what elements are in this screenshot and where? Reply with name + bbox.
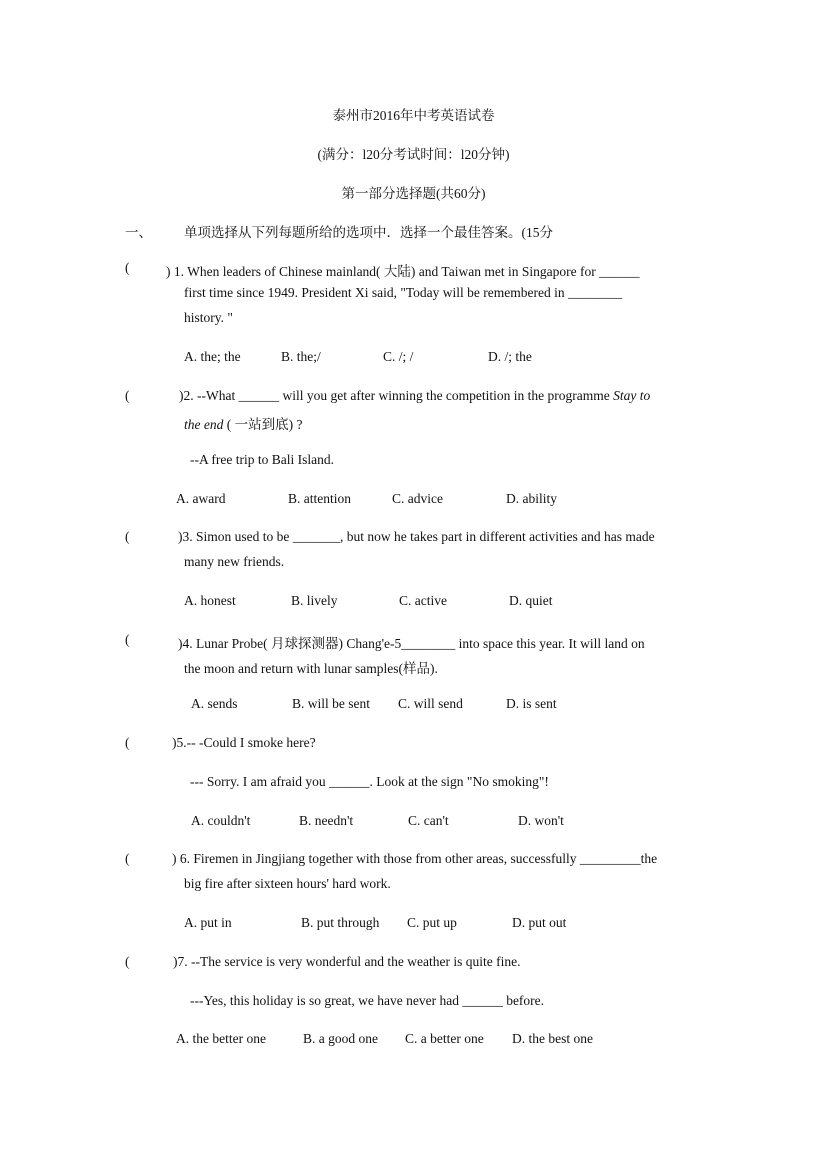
option-a[interactable]: A. honest [184,593,236,608]
page-title: 泰州市2016年中考英语试卷 [332,108,495,123]
part-heading: 第一部分选择题(共60分) [341,186,486,201]
option-a[interactable]: A. couldn't [191,813,251,828]
option-c[interactable]: C. put up [407,915,457,930]
question-stem-line: )5.-- -Could I smoke here? [172,735,316,750]
question-stem-line [184,413,302,433]
option-d[interactable]: D. won't [518,813,564,828]
option-a[interactable]: A. put in [184,915,232,930]
exam-info: (满分：l20分考试时间：l20分钟) [317,147,510,162]
option-d[interactable]: D. /; the [488,349,532,364]
option-c[interactable]: C. can't [408,813,449,828]
stem-text: ( 一站到底) ? [223,417,303,432]
dialogue-reply: --A free trip to Bali Island. [190,452,334,467]
stem-text: )2. --What ______ will you get after winning the competition in the programme [179,388,614,403]
programme-name: Stay to [613,388,651,403]
dialogue-reply: --- Sorry. I am afraid you ______. Look at the sign "No smoking"! [190,774,549,789]
option-a[interactable]: A. sends [191,696,238,711]
option-c[interactable]: C. advice [392,491,443,506]
answer-bracket[interactable]: ( [125,529,130,544]
option-d[interactable]: D. quiet [509,593,553,608]
question-stem-line: history. " [184,310,233,325]
question-stem-line: many new friends. [184,554,285,569]
question-stem-line [179,388,650,404]
option-b[interactable]: B. will be sent [292,696,370,711]
dialogue-reply: ---Yes, this holiday is so great, we have never had ______ before. [190,993,545,1008]
answer-bracket[interactable]: ( [125,851,130,866]
section-instruction: 单项选择从下列每题所给的选项中．选择一个最佳答案。(15分 [184,225,553,240]
answer-bracket[interactable]: ( [125,260,130,275]
option-b[interactable]: B. put through [301,915,380,930]
programme-name: the end [184,417,224,432]
answer-bracket[interactable]: ( [125,388,130,403]
option-b[interactable]: B. attention [288,491,351,506]
question-stem-line: )3. Simon used to be _______, but now he takes part in different activities and has made [178,529,655,544]
option-d[interactable]: D. the best one [512,1031,593,1046]
question-stem-line: ) 1. When leaders of Chinese mainland( 大陆) and Taiwan met in Singapore for ______ [166,264,640,279]
question-stem-line: first time since 1949. President Xi said, "Today will be remembered in ________ [184,285,622,300]
option-a[interactable]: A. the; the [184,349,241,364]
option-c[interactable]: C. will send [398,696,463,711]
question-stem-line: ) 6. Firemen in Jingjiang together with those from other areas, successfully _________the [172,851,658,866]
question-stem-line: )7. --The service is very wonderful and the weather is quite fine. [173,954,521,969]
option-a[interactable]: A. award [176,491,226,506]
question-stem-line: big fire after sixteen hours' hard work. [184,876,391,891]
option-b[interactable]: B. a good one [303,1031,378,1046]
option-b[interactable]: B. needn't [299,813,354,828]
option-b[interactable]: B. lively [291,593,338,608]
section-number: 一、 [125,225,152,240]
option-a[interactable]: A. the better one [176,1031,266,1046]
answer-bracket[interactable]: ( [125,632,130,647]
option-b[interactable]: B. the;/ [281,349,321,364]
answer-bracket[interactable]: ( [125,735,130,750]
option-c[interactable]: C. /; / [383,349,414,364]
option-c[interactable]: C. active [399,593,447,608]
option-d[interactable]: D. is sent [506,696,557,711]
answer-bracket[interactable]: ( [125,954,130,969]
option-d[interactable]: D. put out [512,915,567,930]
option-c[interactable]: C. a better one [405,1031,484,1046]
question-stem-line: the moon and return with lunar samples(样品). [184,661,438,676]
question-stem-line: )4. Lunar Probe( 月球探测器) Chang'e-5________ into space this year. It will land on [178,636,645,651]
option-d[interactable]: D. ability [506,491,557,506]
